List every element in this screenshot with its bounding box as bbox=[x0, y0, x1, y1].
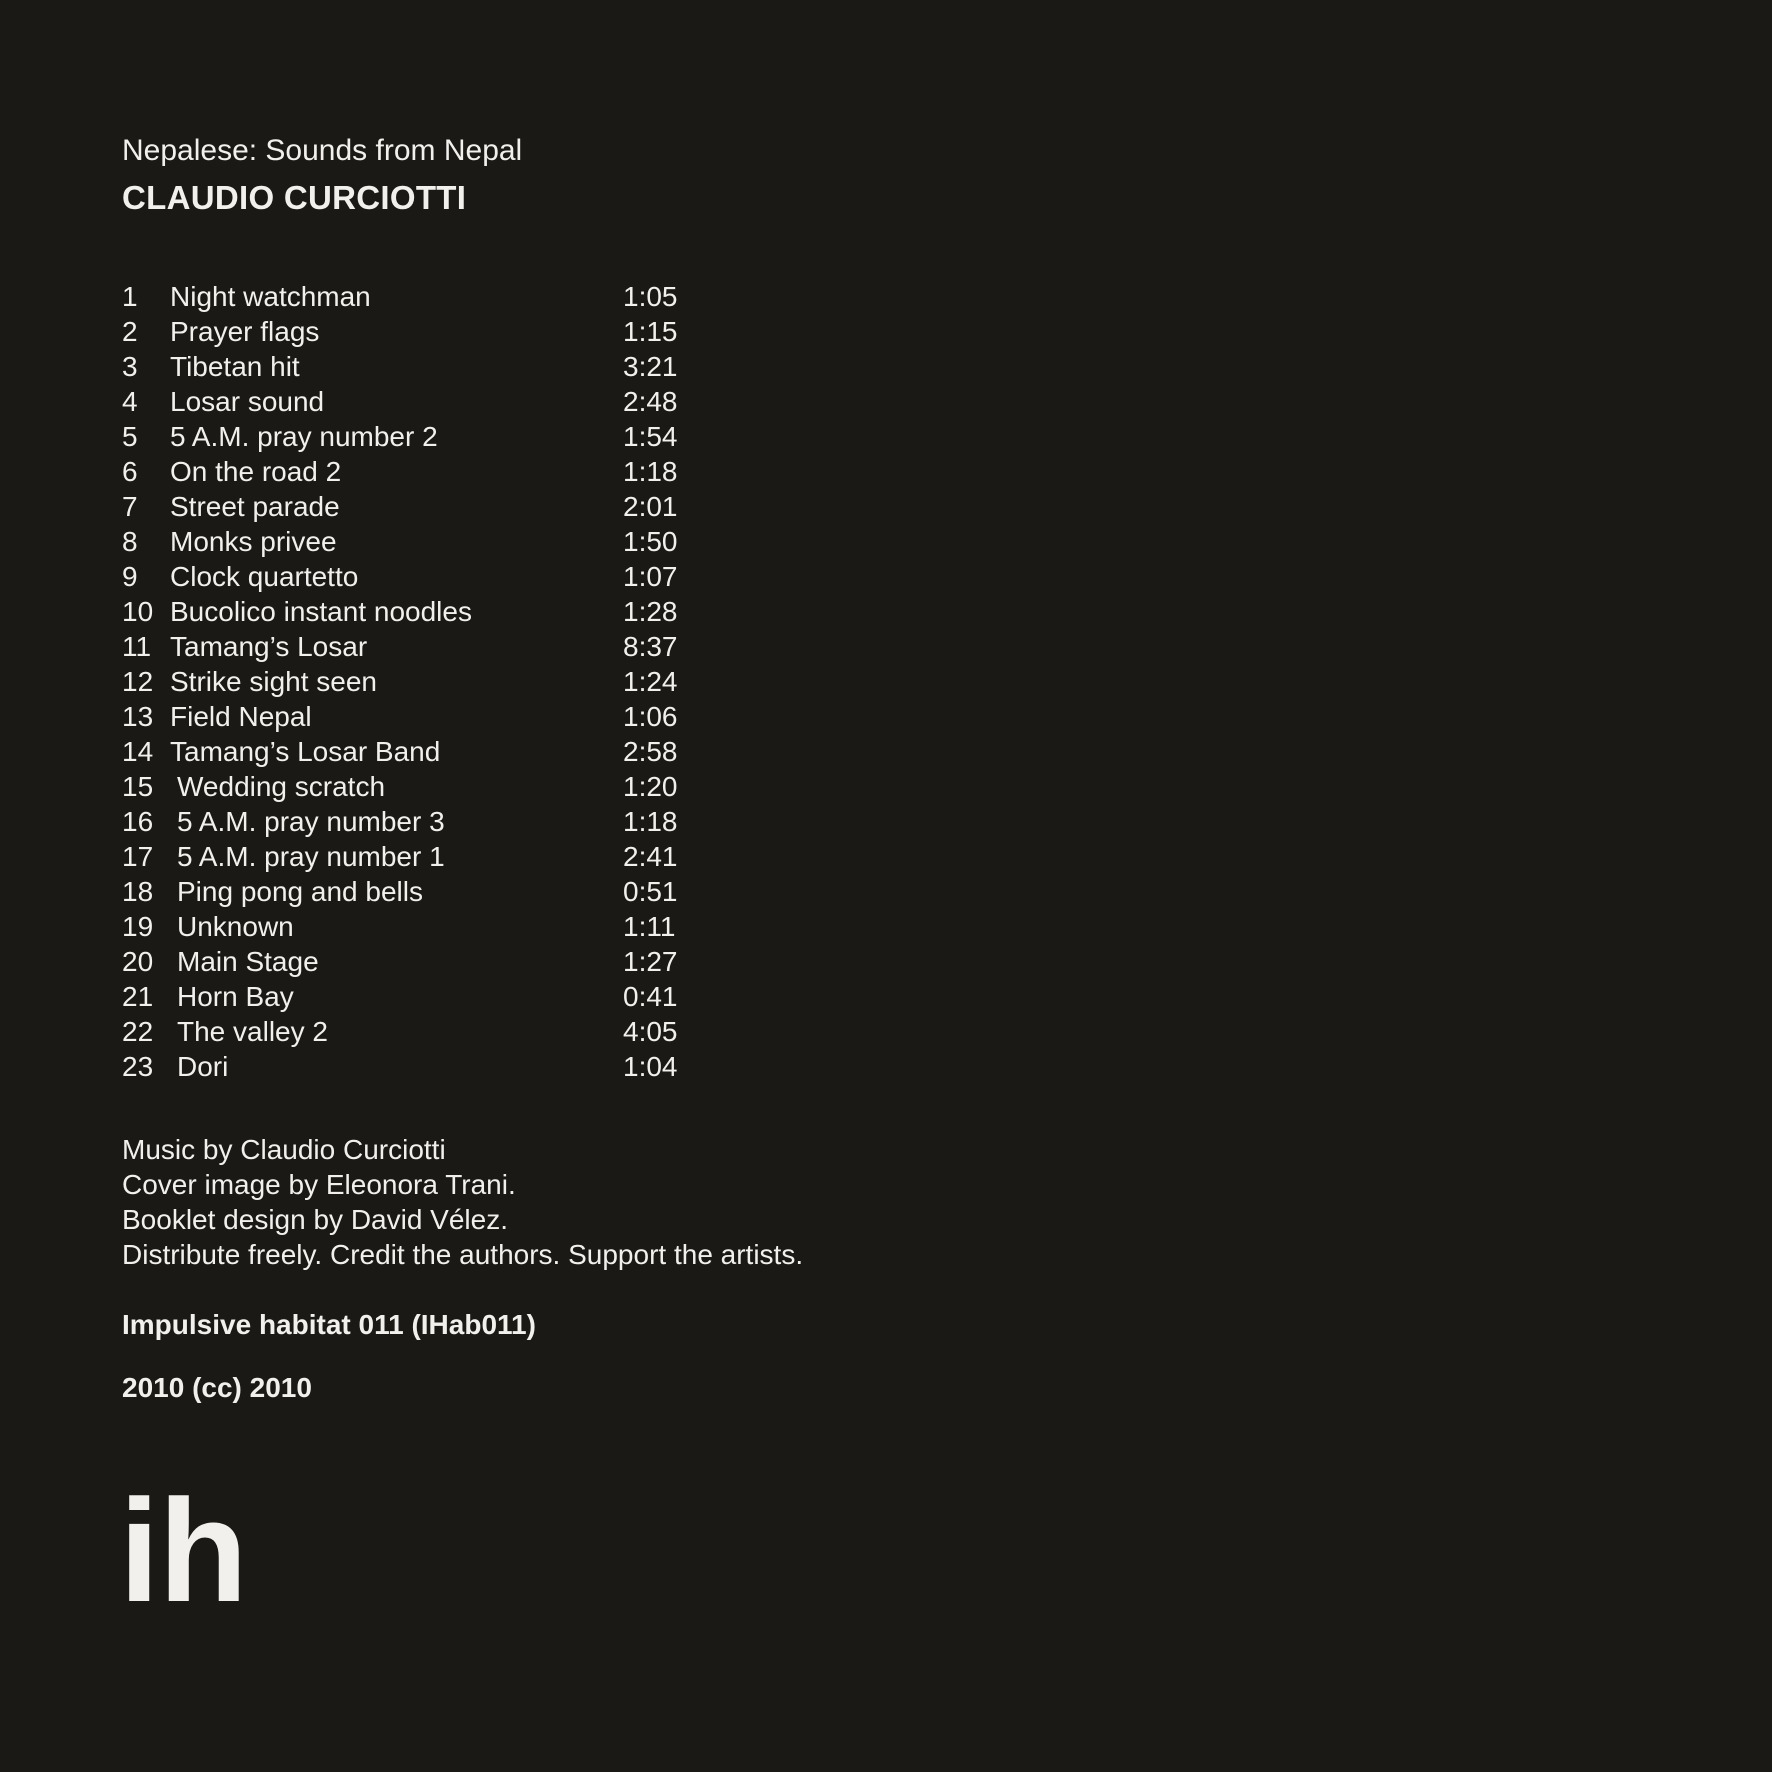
track-duration: 1:07 bbox=[623, 561, 678, 592]
track-duration: 1:20 bbox=[623, 771, 678, 802]
track-row bbox=[122, 349, 702, 384]
track-number: 14 bbox=[122, 736, 154, 767]
track-title: Strike sight seen bbox=[170, 666, 377, 697]
track-row bbox=[122, 664, 702, 699]
track-row bbox=[122, 839, 702, 874]
track-duration: 1:54 bbox=[623, 421, 678, 452]
track-title: 5 A.M. pray number 3 bbox=[177, 806, 445, 837]
track-number: 16 bbox=[122, 806, 154, 837]
album-artist: CLAUDIO CURCIOTTI bbox=[122, 179, 467, 216]
track-duration: 2:48 bbox=[623, 386, 678, 417]
track-duration: 2:41 bbox=[623, 841, 678, 872]
track-row bbox=[122, 524, 702, 559]
credit-line: Booklet design by David Vélez. bbox=[122, 1204, 508, 1235]
track-row bbox=[122, 769, 702, 804]
copyright-year: 2010 (cc) 2010 bbox=[122, 1372, 312, 1403]
track-duration: 8:37 bbox=[623, 631, 678, 662]
track-row bbox=[122, 804, 702, 839]
track-title: Monks privee bbox=[170, 526, 337, 557]
impulsive-habitat-logo: ih bbox=[119, 1469, 247, 1632]
track-duration: 3:21 bbox=[623, 351, 678, 382]
track-number: 10 bbox=[122, 596, 154, 627]
track-duration: 1:50 bbox=[623, 526, 678, 557]
track-title: Bucolico instant noodles bbox=[170, 596, 472, 627]
track-title: The valley 2 bbox=[177, 1016, 328, 1047]
track-row bbox=[122, 944, 702, 979]
track-row bbox=[122, 454, 702, 489]
track-duration: 1:15 bbox=[623, 316, 678, 347]
track-number: 3 bbox=[122, 351, 138, 382]
track-number: 1 bbox=[122, 281, 138, 312]
track-number: 12 bbox=[122, 666, 154, 697]
track-title: Losar sound bbox=[170, 386, 325, 417]
track-duration: 1:28 bbox=[623, 596, 678, 627]
track-duration: 0:51 bbox=[623, 876, 678, 907]
track-row bbox=[122, 384, 702, 419]
track-number: 6 bbox=[122, 456, 138, 487]
track-row bbox=[122, 314, 702, 349]
track-number: 4 bbox=[122, 386, 138, 417]
track-number: 2 bbox=[122, 316, 138, 347]
track-title: Prayer flags bbox=[170, 316, 320, 347]
track-title: Street parade bbox=[170, 491, 340, 522]
track-row bbox=[122, 734, 702, 769]
track-title: 5 A.M. pray number 1 bbox=[177, 841, 445, 872]
track-row bbox=[122, 874, 702, 909]
track-title: Tamang’s Losar Band bbox=[170, 736, 441, 767]
track-number: 21 bbox=[122, 981, 154, 1012]
track-row bbox=[122, 1049, 702, 1084]
track-row bbox=[122, 594, 702, 629]
credit-line: Cover image by Eleonora Trani. bbox=[122, 1169, 516, 1200]
track-row bbox=[122, 699, 702, 734]
track-duration: 1:04 bbox=[623, 1051, 678, 1082]
track-number: 20 bbox=[122, 946, 154, 977]
track-duration: 2:01 bbox=[623, 491, 678, 522]
track-row bbox=[122, 909, 702, 944]
track-number: 7 bbox=[122, 491, 138, 522]
track-number: 9 bbox=[122, 561, 138, 592]
track-title: On the road 2 bbox=[170, 456, 342, 487]
track-duration: 1:18 bbox=[623, 456, 678, 487]
track-number: 8 bbox=[122, 526, 138, 557]
track-number: 23 bbox=[122, 1051, 154, 1082]
track-duration: 1:27 bbox=[623, 946, 678, 977]
track-title: Night watchman bbox=[170, 281, 371, 312]
catalog-number: Impulsive habitat 011 (IHab011) bbox=[122, 1309, 536, 1340]
track-number: 5 bbox=[122, 421, 138, 452]
track-row bbox=[122, 629, 702, 664]
track-row bbox=[122, 419, 702, 454]
track-row bbox=[122, 489, 702, 524]
track-title: Ping pong and bells bbox=[177, 876, 423, 907]
track-duration: 4:05 bbox=[623, 1016, 678, 1047]
track-duration: 1:24 bbox=[623, 666, 678, 697]
album-title: Nepalese: Sounds from Nepal bbox=[122, 134, 523, 167]
credit-line: Distribute freely. Credit the authors. Support the artists. bbox=[122, 1239, 804, 1270]
track-row bbox=[122, 559, 702, 594]
credit-line: Music by Claudio Curciotti bbox=[122, 1134, 446, 1165]
track-number: 13 bbox=[122, 701, 154, 732]
track-duration: 1:05 bbox=[623, 281, 678, 312]
track-number: 15 bbox=[122, 771, 154, 802]
track-title: Dori bbox=[177, 1051, 229, 1082]
track-number: 19 bbox=[122, 911, 154, 942]
track-title: Wedding scratch bbox=[177, 771, 386, 802]
track-duration: 1:18 bbox=[623, 806, 678, 837]
track-number: 22 bbox=[122, 1016, 154, 1047]
track-title: Main Stage bbox=[177, 946, 319, 977]
track-row bbox=[122, 279, 702, 314]
track-number: 17 bbox=[122, 841, 154, 872]
track-title: Tibetan hit bbox=[170, 351, 300, 382]
track-list bbox=[122, 279, 702, 1084]
track-number: 18 bbox=[122, 876, 154, 907]
track-title: Field Nepal bbox=[170, 701, 312, 732]
track-number: 11 bbox=[122, 631, 152, 662]
track-title: Unknown bbox=[177, 911, 294, 942]
track-duration: 2:58 bbox=[623, 736, 678, 767]
track-duration: 0:41 bbox=[623, 981, 678, 1012]
track-title: Tamang’s Losar bbox=[170, 631, 368, 662]
track-duration: 1:11 bbox=[623, 911, 676, 942]
track-duration: 1:06 bbox=[623, 701, 678, 732]
track-row bbox=[122, 1014, 702, 1049]
credits-block bbox=[122, 1132, 803, 1272]
track-row bbox=[122, 979, 702, 1014]
track-title: Horn Bay bbox=[177, 981, 294, 1012]
track-title: 5 A.M. pray number 2 bbox=[170, 421, 438, 452]
track-title: Clock quartetto bbox=[170, 561, 359, 592]
